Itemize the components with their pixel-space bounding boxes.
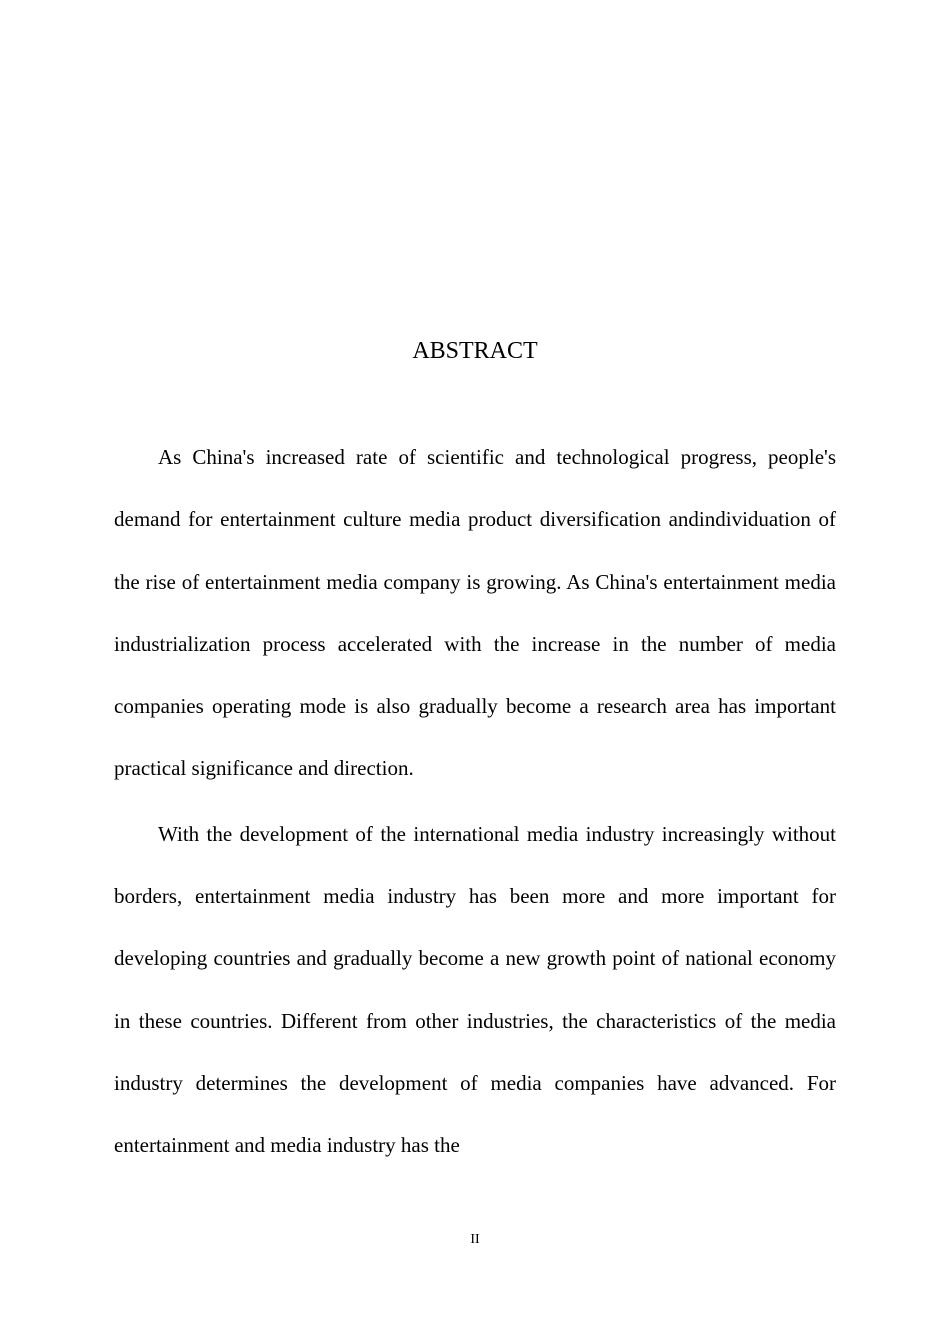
page-number: II <box>470 1232 480 1247</box>
abstract-title: ABSTRACT <box>412 338 538 364</box>
abstract-body <box>114 426 836 1177</box>
abstract-paragraph-2: With the development of the international media industry increasingly without borders, entertainment media industry has been more and more important for developing countries and gradually become a new growth point of national economy in these countries. Different from other industries, the characteristics of the media industry determines the development of media companies have advanced. For entertainment and media industry has the <box>114 821 836 1158</box>
abstract-paragraph-1: As China's increased rate of scientific and technological progress, people's demand for entertainment culture media product diversification andindividuation of the rise of entertainment media company is growing. As China's entertainment media industrialization process accelerated with the increase in the number of media companies operating mode is also gradually become a research area has important practical significance and direction. <box>114 445 836 781</box>
